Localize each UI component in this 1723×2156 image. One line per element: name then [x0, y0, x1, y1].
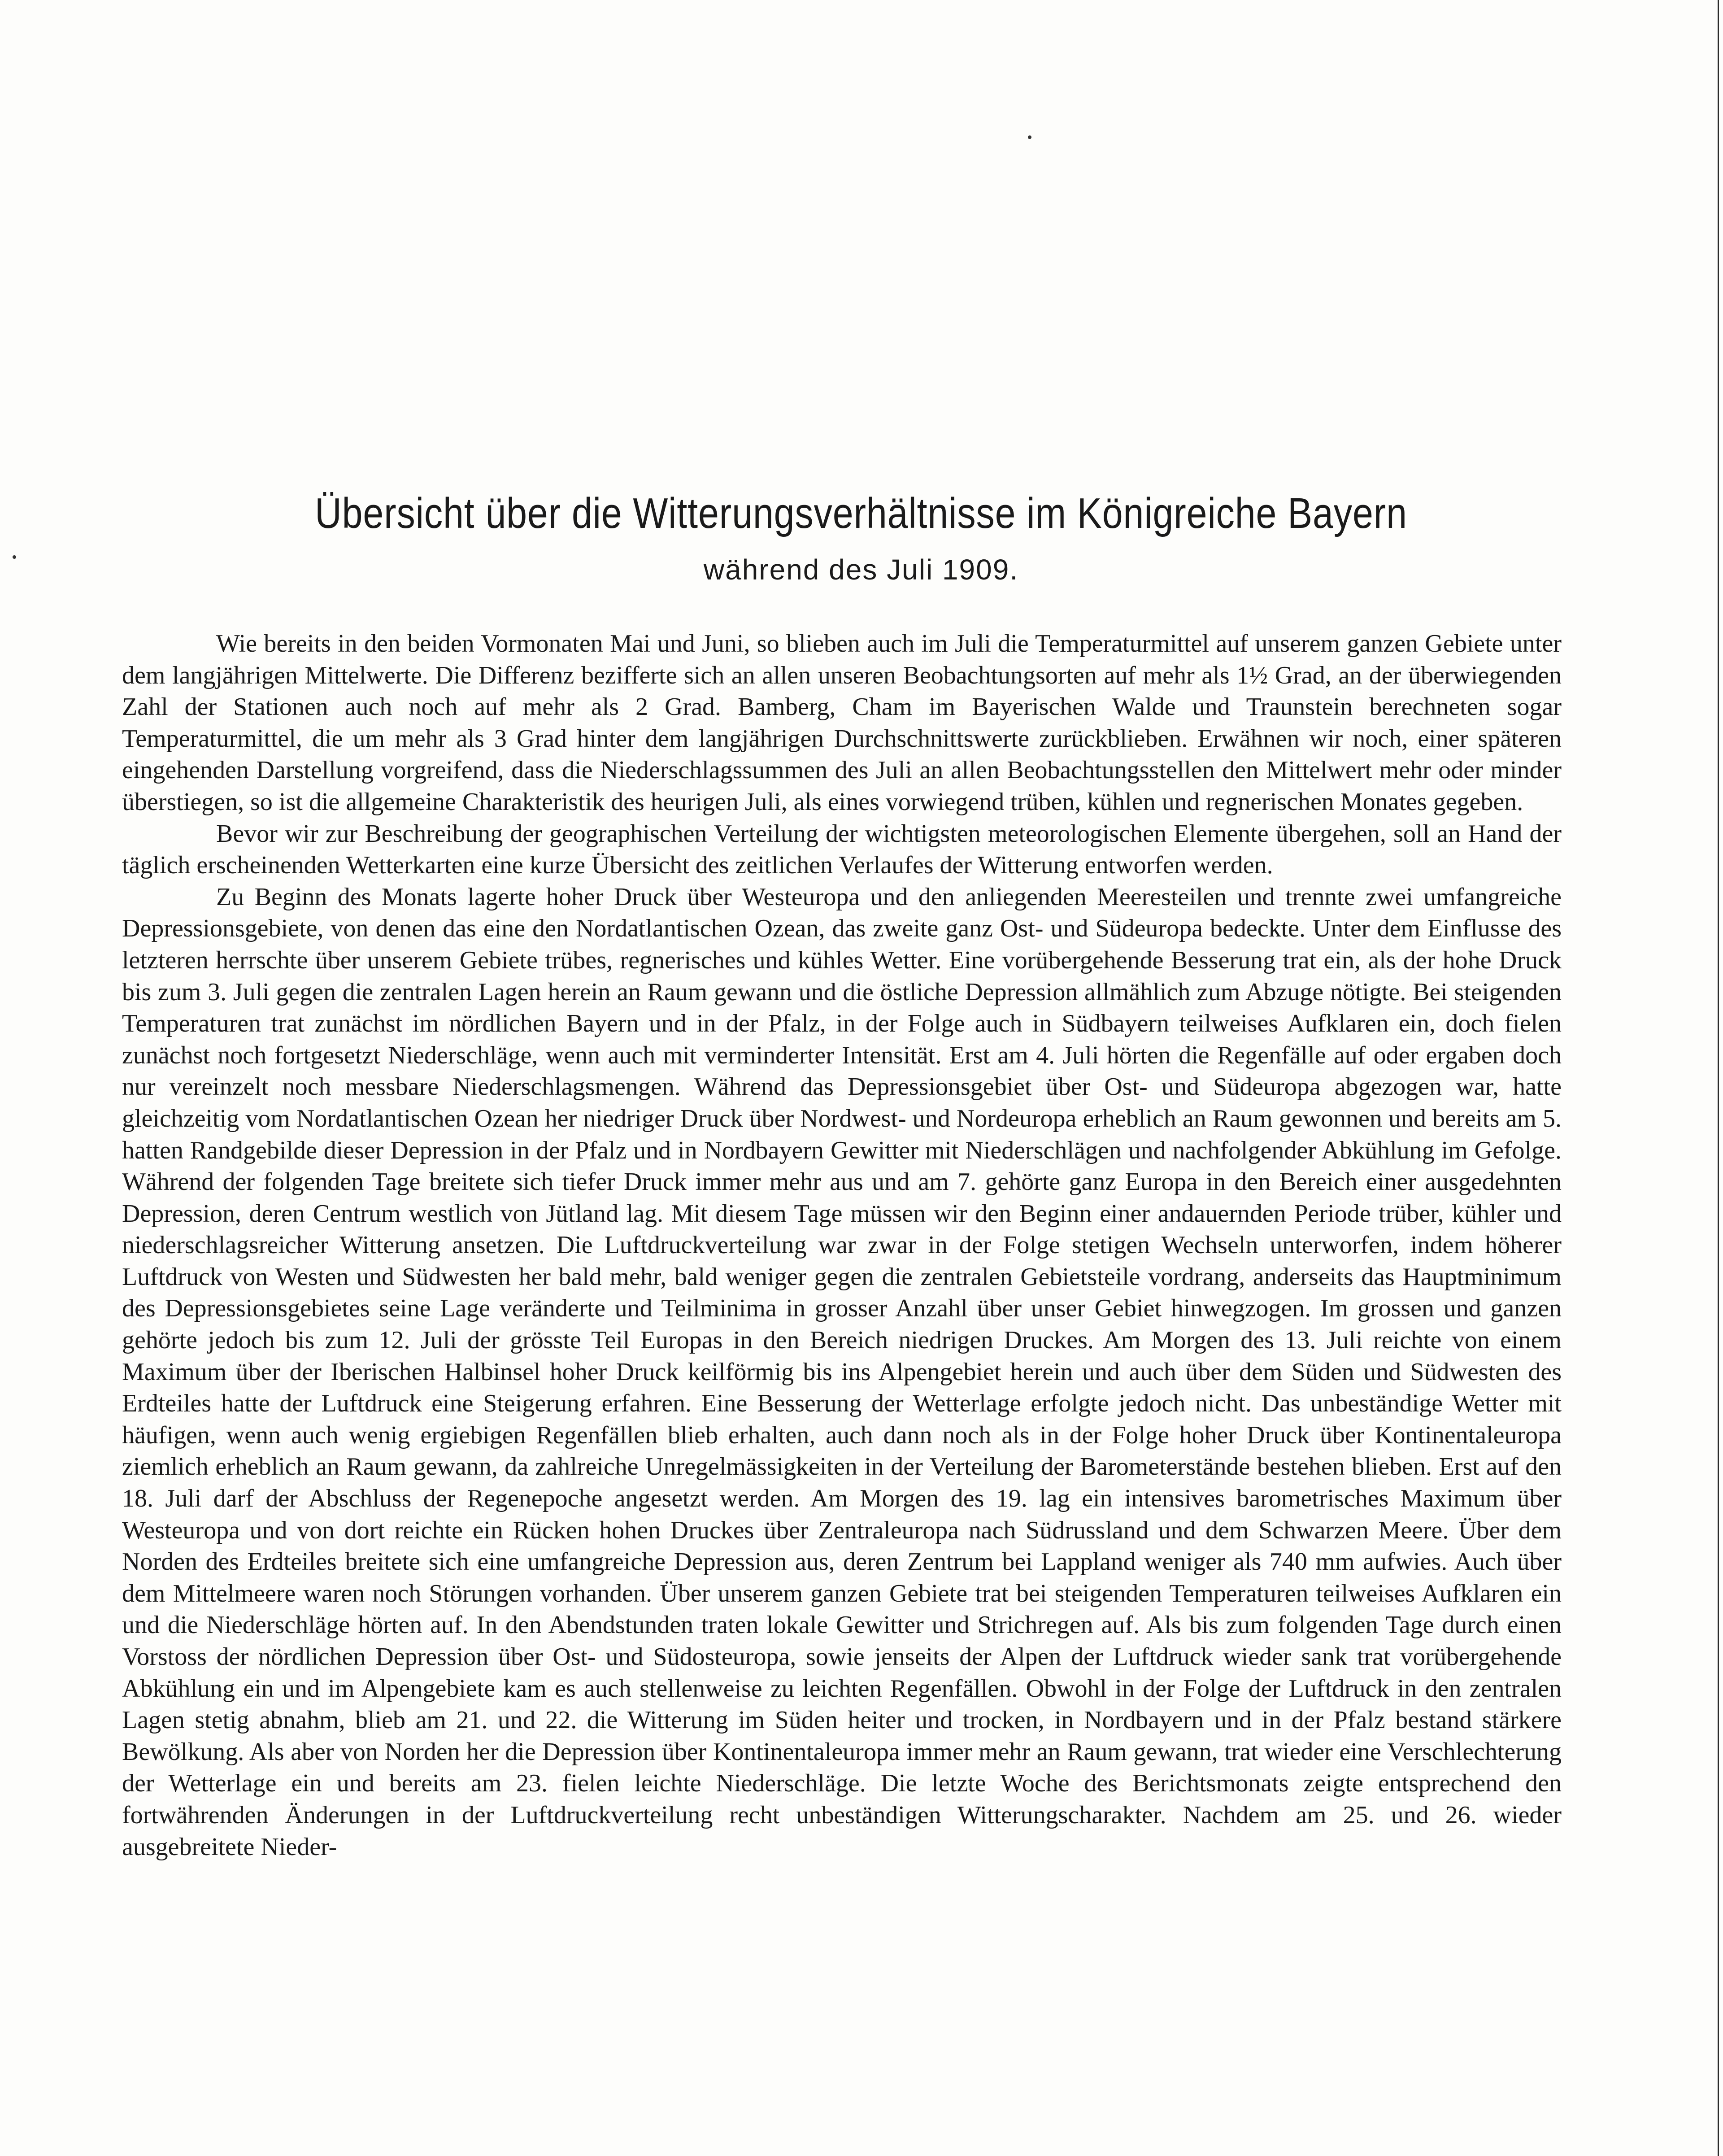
paragraph: Zu Beginn des Monats lagerte hoher Druck über Westeuropa und den anliegenden Meeresteilen und trennte zwei umfangreiche Depressionsgebiete, von denen das eine den Nordatlantischen Ozean, das zweite ganz Ost- und Südeuropa bedeckte. Unter dem Einflusse des letzteren herrschte über unserem Gebiete trübes, regnerisches und kühles Wetter. Eine vorübergehende Besserung trat ein, als der hohe Druck bis zum 3. Juli gegen die zentralen Lagen herein an Raum gewann und die östliche Depression allmählich zum Abzuge nötigte. Bei steigenden Temperaturen trat zunächst im nördlichen Bayern und in der Pfalz, in der Folge auch in Südbayern teilweises Aufklaren ein, doch fielen zunächst noch fortgesetzt Niederschläge, wenn auch mit verminderter Intensität. Erst am 4. Juli hörten die Regenfälle auf oder ergaben doch nur vereinzelt noch messbare Niederschlagsmengen. Während das Depressionsgebiet über Ost- und Südeuropa abgezogen war, hatte gleichzeitig vom Nordatlantischen Ozean her niedriger Druck über Nordwest- und Nordeuropa erheblich an Raum gewonnen und bereits am 5. hatten Randgebilde dieser Depression in der Pfalz und in Nordbayern Gewitter mit Niederschlägen und nachfolgender Abkühlung im Gefolge. Während der folgenden Tage breitete sich tiefer Druck immer mehr aus und am 7. gehörte ganz Europa in den Bereich einer ausgedehnten Depression, deren Centrum westlich von Jütland lag. Mit diesem Tage müssen wir den Beginn einer andauernden Periode trüber, kühler und niederschlagsreicher Witterung ansetzen. Die Luftdruckverteilung war zwar in der Folge stetigen Wechseln unterworfen, indem höherer Luftdruck von Westen und Südwesten her bald mehr, bald weniger gegen die zentralen Gebietsteile vordrang, anderseits das Hauptminimum des Depressionsgebietes seine Lage veränderte und Teilminima in grosser Anzahl über unser Gebiet hinwegzogen. Im grossen und ganzen gehörte jedoch bis zum 12. Juli der grösste Teil Europas in den Bereich niedrigen Druckes. Am Morgen des 13. Juli reichte von einem Maximum über der Iberischen Halbinsel hoher Druck keilförmig bis ins Alpengebiet herein und auch über dem Süden und Südwesten des Erdteiles hatte der Luftdruck eine Steigerung erfahren. Eine Besserung der Wetterlage erfolgte jedoch nicht. Das unbeständige Wetter mit häufigen, wenn auch wenig ergiebigen Regenfällen blieb erhalten, auch dann noch als in der Folge hoher Druck über Kontinentaleuropa ziemlich erheblich an Raum gewann, da zahlreiche Unregelmässigkeiten in der Verteilung der Barometerstände bestehen blieben. Erst auf den 18. Juli darf der Abschluss der Regenepoche angesetzt werden. Am Morgen des 19. lag ein intensives barometrisches Maximum über Westeuropa und von dort reichte ein Rücken hohen Druckes über Zentraleuropa nach Südrussland und dem Schwarzen Meere. Über dem Norden des Erdteiles breitete sich eine umfangreiche Depression aus, deren Zentrum bei Lappland weniger als 740 mm aufwies. Auch über dem Mittelmeere waren noch Störungen vorhanden. Über unserem ganzen Gebiete trat bei steigenden Temperaturen teilweises Aufklaren ein und die Niederschläge hörten auf. In den Abendstunden traten lokale Gewitter und Strichregen auf. Als bis zum folgenden Tage durch einen Vorstoss der nördlichen Depression über Ost- und Südosteuropa, sowie jenseits der Alpen der Luftdruck wieder sank trat vorübergehende Abkühlung ein und im Alpengebiete kam es auch stellenweise zu leichten Regenfällen. Obwohl in der Folge der Luftdruck in den zentralen Lagen stetig abnahm, blieb am 21. und 22. die Witterung im Süden heiter und trocken, in Nordbayern und in der Pfalz bestand stärkere Bewölkung. Als aber von Norden her die Depression über Kontinentaleuropa immer mehr an Raum gewann, trat wieder eine Verschlechterung der Wetterlage ein und bereits am 23. fielen leichte Niederschläge. Die letzte Woche des Berichtsmonats zeigte entsprechend den fortwährenden Änderungen in der Luftdruckverteilung recht unbeständigen Witterungscharakter. Nachdem am 25. und 26. wieder ausgebreitete Nieder-: [122, 883, 1562, 1861]
page-subtitle: während des Juli 1909.: [703, 553, 1019, 586]
paragraph: Wie bereits in den beiden Vormonaten Mai und Juni, so blieben auch im Juli die Temperaturmittel auf unserem ganzen Gebiete unter dem langjährigen Mittelwerte. Die Differenz bezifferte sich an allen unseren Beobachtungsorten auf mehr als 1½ Grad, an der überwiegenden Zahl der Stationen auch noch auf mehr als 2 Grad. Bamberg, Cham im Bayerischen Walde und Traunstein berechneten sogar Temperaturmittel, die um mehr als 3 Grad hinter dem langjährigen Durchschnittswerte zurückblieben. Erwähnen wir noch, einer späteren eingehenden Darstellung vorgreifend, dass die Niederschlagssummen des Juli an allen Beobachtungsstellen den Mittelwert mehr oder minder überstiegen, so ist die allgemeine Charakteristik des heurigen Juli, als eines vorwiegend trüben, kühlen und regnerischen Monates gegeben.: [122, 630, 1562, 816]
scan-speck: [13, 555, 16, 559]
scan-edge: [1718, 0, 1719, 2156]
scan-speck: [1028, 135, 1031, 139]
page-title: Übersicht über die Witterungsverhältnisse im Königreiche Bayern: [315, 489, 1407, 537]
paragraph: Bevor wir zur Beschreibung der geographischen Verteilung der wichtigsten meteorologischen Elemente übergehen, soll an Hand der täglich erscheinenden Wetterkarten eine kurze Übersicht des zeitlichen Verlaufes der Witterung entworfen werden.: [122, 819, 1562, 880]
article-body: [122, 628, 1562, 1863]
